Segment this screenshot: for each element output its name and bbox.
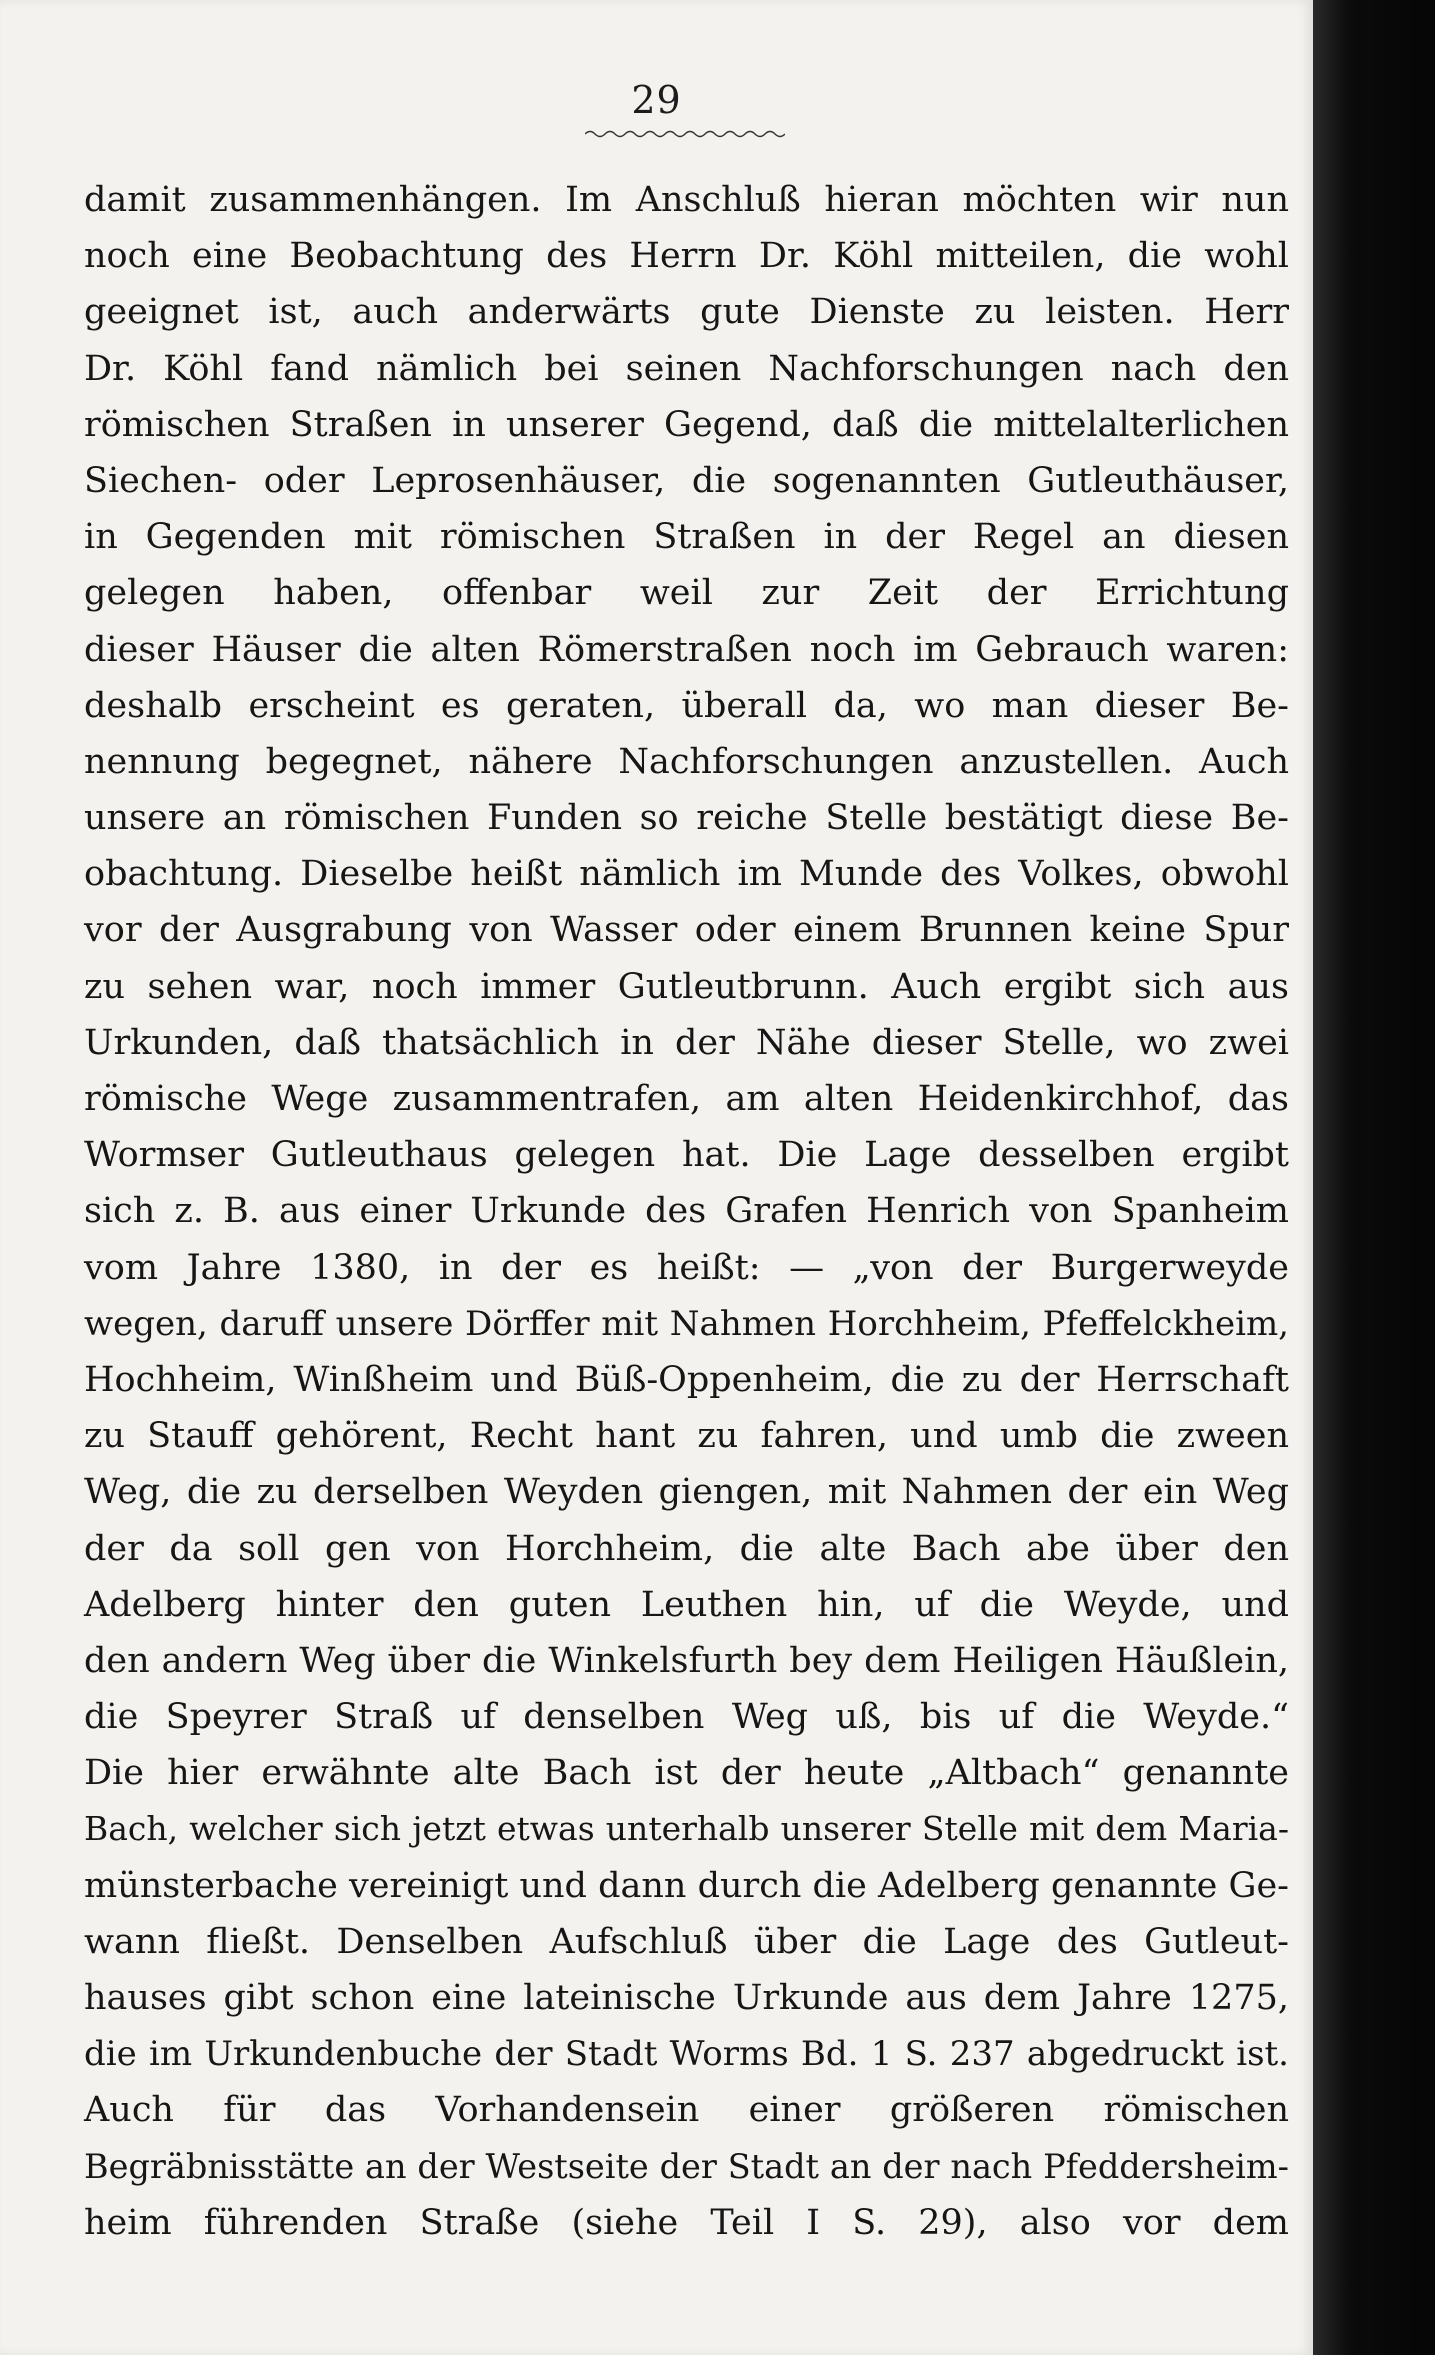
text-line: wegen, daruff unsere Dörffer mit Nahmen Horchheim, Pfeffelckheim, [84,1303,1289,1344]
text-line: Dr. Köhl fand nämlich bei seinen Nachforschungen nach den [84,348,1289,389]
text-line: zu Stauff gehörent, Recht hant zu fahren, und umb die zween [84,1416,1289,1457]
text-line: dieser Häuser die alten Römerstraßen noch im Gebrauch waren: [84,629,1289,670]
text-line: münsterbache vereinigt und dann durch die Adelberg genannte Ge- [84,1865,1289,1906]
text-line: den andern Weg über die Winkelsfurth bey dem Heiligen Häußlein, [84,1640,1289,1681]
text-line: Adelberg hinter den guten Leuthen hin, uf die Weyde, und [84,1584,1289,1625]
text-line: damit zusammenhängen. Im Anschluß hieran möchten wir nun [84,180,1289,220]
text-line: römischen Straßen in unserer Gegend, daß die mittelalterlichen [84,404,1289,445]
text-line: unsere an römischen Funden so reiche Stelle bestätigt diese Be- [84,798,1289,839]
text-line: Auch für das Vorhandensein einer größeren römischen [84,2090,1289,2131]
text-line: Bach, welcher sich jetzt etwas unterhalb unserer Stelle mit dem Maria- [84,1809,1289,1849]
text-line: in Gegenden mit römischen Straßen in der Regel an diesen [84,517,1289,558]
text-line: sich z. B. aus einer Urkunde des Grafen Henrich von Spanheim [84,1191,1289,1232]
page-number: 29 [631,78,682,122]
text-line: der da soll gen von Horchheim, die alte Bach abe über den [84,1528,1289,1569]
text-line: Siechen- oder Leprosenhäuser, die sogenannten Gutleuthäuser, [84,460,1289,501]
text-line: zu sehen war, noch immer Gutleutbrunn. Auch ergibt sich aus [84,966,1289,1007]
wavy-rule-ornament [585,128,785,140]
text-line: Begräbnisstätte an der Westseite der Stadt an der nach Pfeddersheim- [84,2146,1289,2186]
text-line: die im Urkundenbuche der Stadt Worms Bd. 1 S. 237 abgedruckt ist. [84,2034,1289,2075]
body-text [84,172,1289,2251]
text-line: Hochheim, Winßheim und Büß-Oppenheim, die zu der Herrschaft [84,1359,1289,1400]
text-line: hauses gibt schon eine lateinische Urkunde aus dem Jahre 1275, [84,1978,1289,2018]
text-line: nennung begegnet, nähere Nachforschungen anzustellen. Auch [84,741,1289,782]
text-line: noch eine Beobachtung des Herrn Dr. Köhl mitteilen, die wohl [84,236,1289,277]
text-line: gelegen haben, offenbar weil zur Zeit der Errichtung [84,573,1289,614]
page-edge-shadow [1313,0,1435,2355]
text-line: Weg, die zu derselben Weyden giengen, mit Nahmen der ein Weg [84,1472,1289,1513]
text-line: wann fließt. Denselben Aufschluß über die Lage des Gutleut- [84,1921,1289,1962]
text-line: römische Wege zusammentrafen, am alten Heidenkirchhof, das [84,1079,1289,1119]
text-line: die Speyrer Straß uf denselben Weg uß, bis uf die Weyde.“ [84,1697,1289,1738]
text-line: Die hier erwähnte alte Bach ist der heute „Altbach“ genannte [84,1753,1289,1794]
text-line: Urkunden, daß thatsächlich in der Nähe dieser Stelle, wo zwei [84,1022,1289,1063]
text-line: heim führenden Straße (siehe Teil I S. 29), also vor dem [84,2202,1289,2243]
text-line: Wormser Gutleuthaus gelegen hat. Die Lage desselben ergibt [84,1135,1289,1176]
text-line: deshalb erscheint es geraten, überall da, wo man dieser Be- [84,685,1289,726]
text-line: vor der Ausgrabung von Wasser oder einem Brunnen keine Spur [84,910,1289,951]
text-line: vom Jahre 1380, in der es heißt: — „von der Burgerweyde [84,1247,1289,1288]
text-line: obachtung. Dieselbe heißt nämlich im Munde des Volkes, obwohl [84,854,1289,895]
text-line: geeignet ist, auch anderwärts gute Dienste zu leisten. Herr [84,292,1289,333]
